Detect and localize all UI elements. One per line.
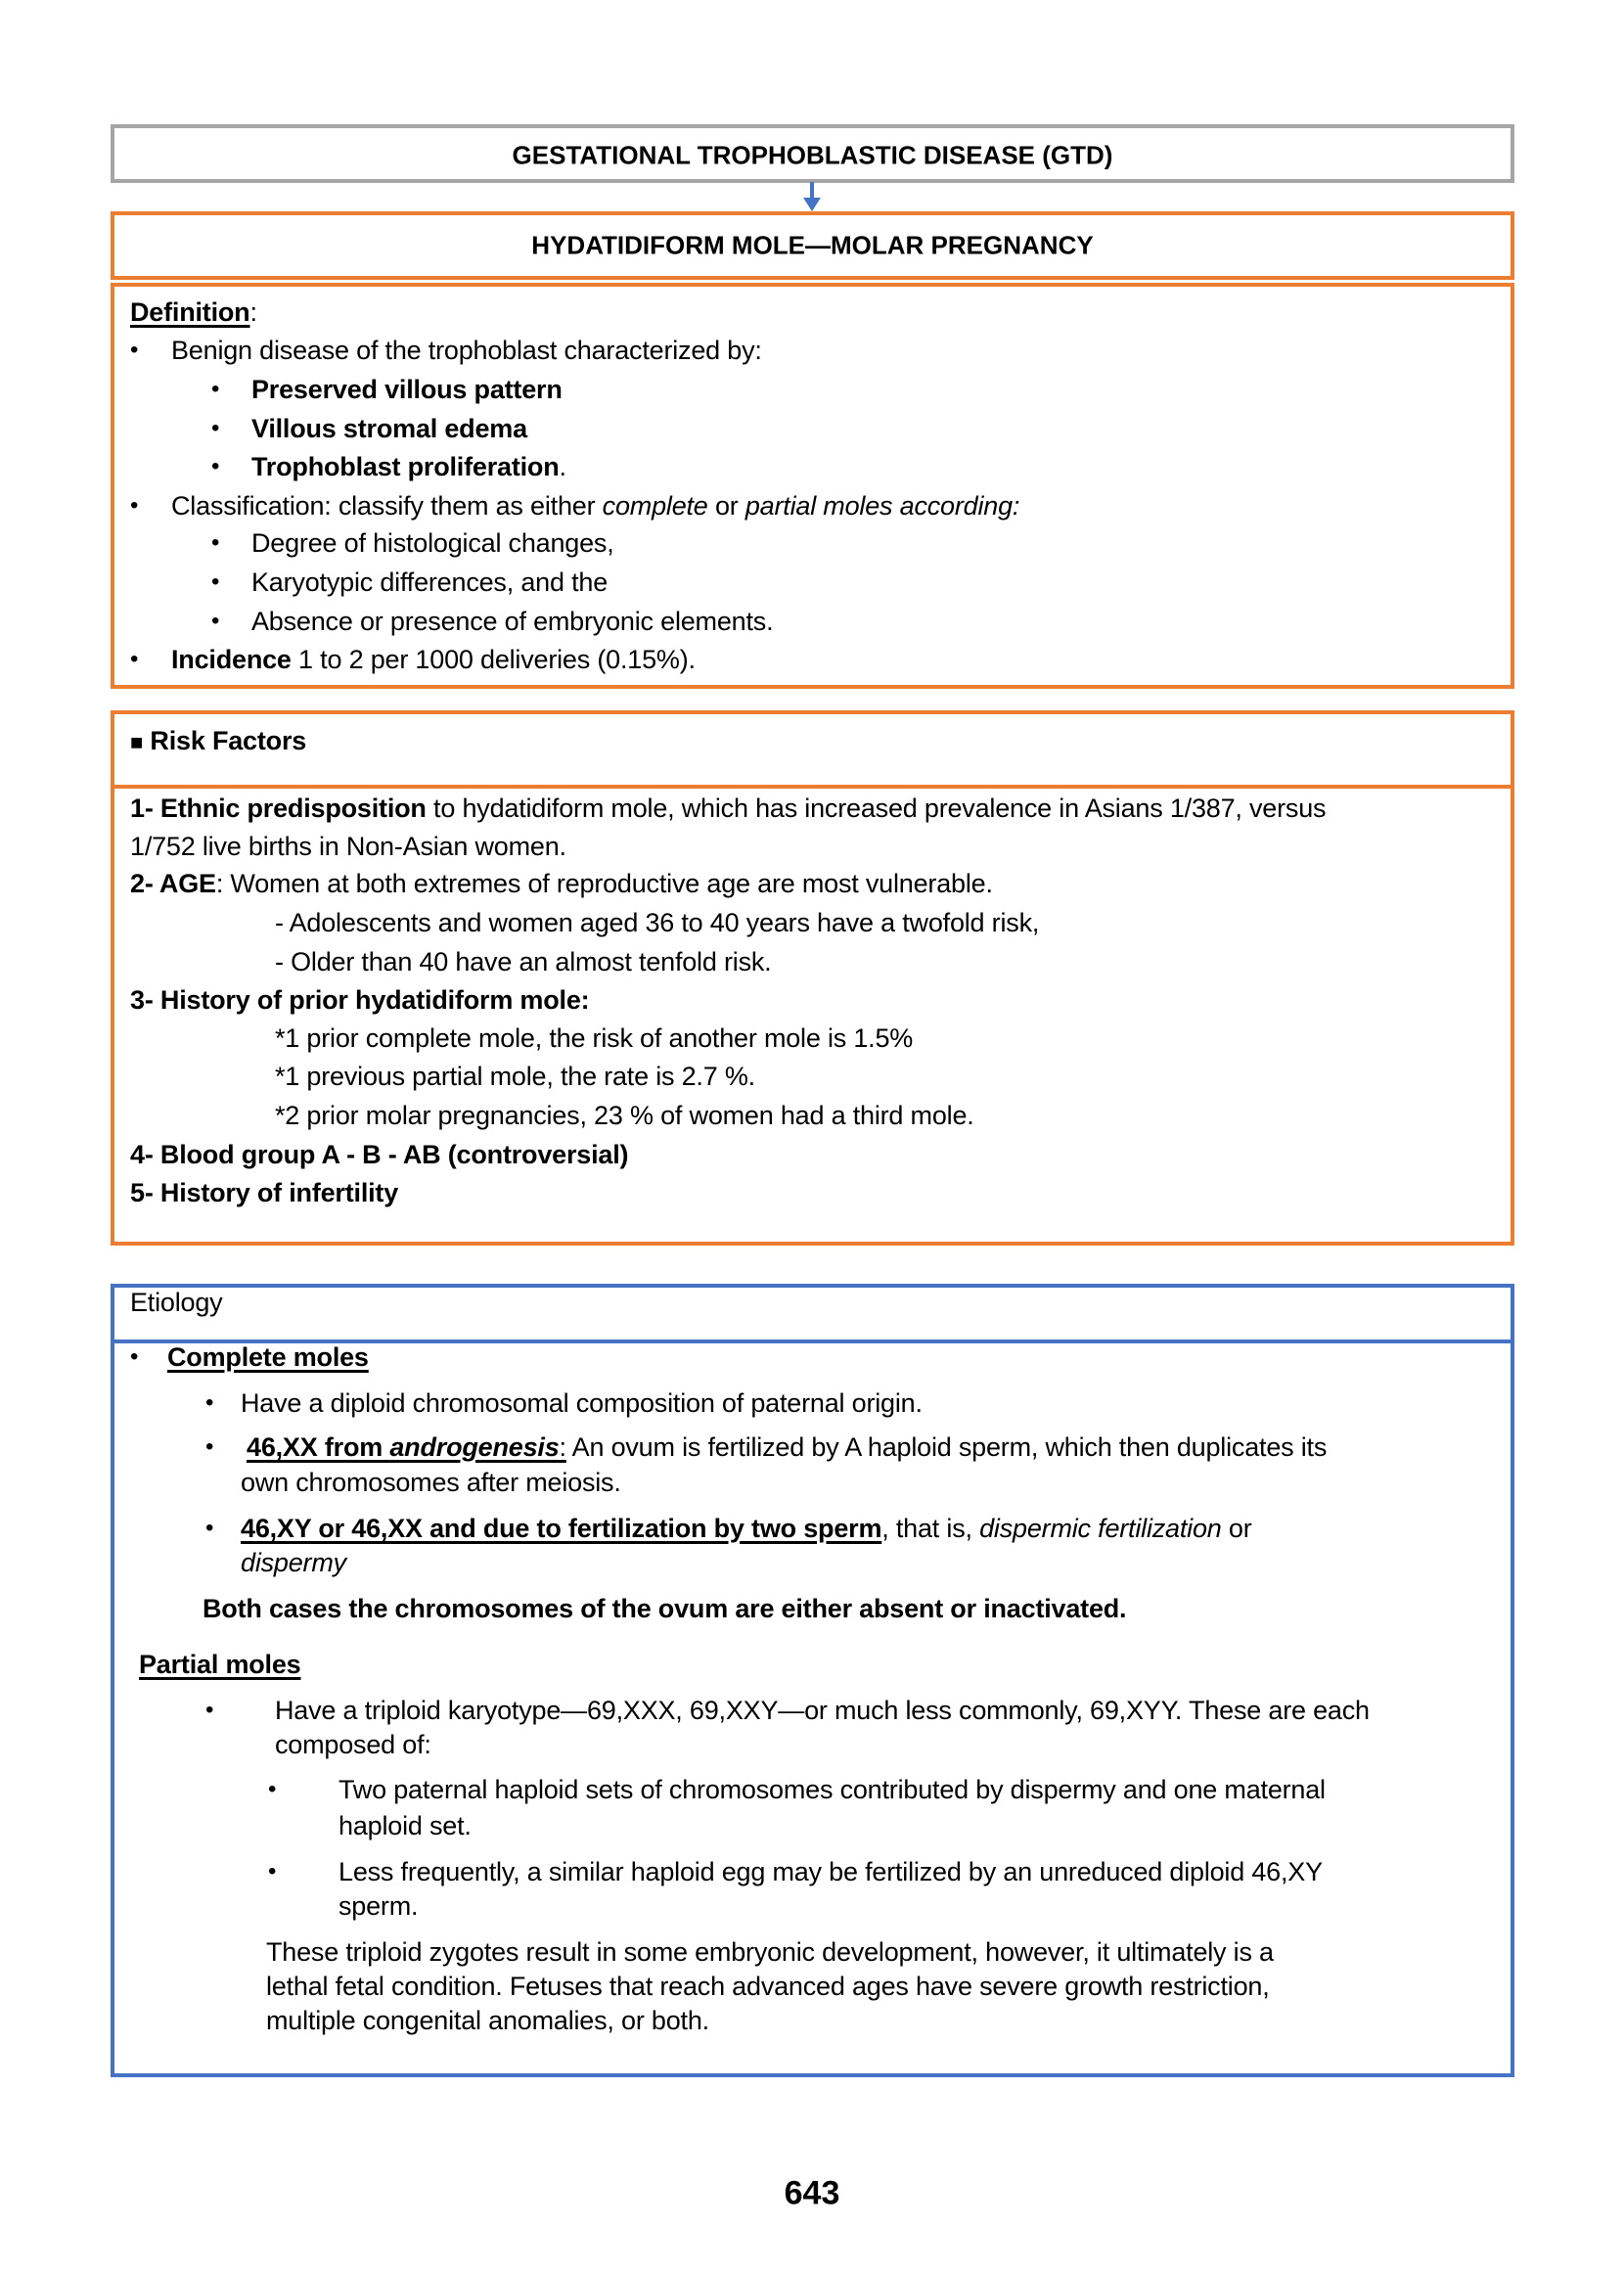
risk-item-2-sub: - Adolescents and women aged 36 to 40 years have a twofold risk,	[275, 908, 1040, 937]
complete-point-3: 46,XY or 46,XX and due to fertilization by two sperm, that is, dispermic fertilization or	[241, 1514, 1252, 1543]
risk-item-1: 1- Ethnic predisposition to hydatidiform mole, which has increased prevalence in Asians 1/387, versus	[130, 794, 1327, 823]
bullet-icon: •	[205, 1697, 214, 1723]
arrowhead-icon	[803, 198, 821, 211]
risk-header-divider	[114, 785, 1511, 789]
definition-classification: Classification: classify them as either complete or partial moles according:	[171, 491, 1020, 521]
bullet-icon: •	[211, 568, 220, 595]
partial-sub-2-cont: sperm.	[338, 1891, 419, 1921]
bullet-icon: •	[130, 646, 139, 672]
gtd-title: GESTATIONAL TROPHOBLASTIC DISEASE (GTD)	[512, 140, 1113, 170]
criteria-item: Degree of histological changes,	[251, 528, 614, 558]
risk-item-2: 2- AGE: Women at both extremes of reproductive age are most vulnerable.	[130, 869, 993, 898]
gtd-title-box	[111, 124, 1514, 183]
bullet-icon: •	[211, 453, 220, 479]
bullet-icon: •	[268, 1858, 277, 1884]
feature-item: Villous stromal edema	[251, 414, 527, 443]
risk-item-5: 5- History of infertility	[130, 1178, 399, 1207]
bullet-icon: •	[211, 608, 220, 634]
complete-point-1: Have a diploid chromosomal composition of paternal origin.	[241, 1388, 923, 1418]
risk-item-4: 4- Blood group A - B - AB (controversial)	[130, 1140, 629, 1169]
risk-item-3: 3- History of prior hydatidiform mole:	[130, 985, 590, 1015]
partial-point-1-cont: composed of:	[275, 1730, 431, 1759]
partial-sub-1: Two paternal haploid sets of chromosomes contributed by dispermy and one maternal	[338, 1775, 1326, 1804]
bullet-icon: •	[130, 337, 139, 363]
hydatidiform-title-box	[111, 211, 1514, 280]
partial-sub-1-cont: haploid set.	[338, 1811, 472, 1840]
risk-item-2-sub: - Older than 40 have an almost tenfold risk.	[275, 947, 772, 976]
partial-note-line: lethal fetal condition. Fetuses that reach advanced ages have severe growth restriction,	[266, 1972, 1270, 2001]
complete-point-2: 46,XX from androgenesis: An ovum is fertilized by A haploid sperm, which then duplicates its	[247, 1432, 1328, 1462]
criteria-item: Absence or presence of embryonic elements.	[251, 607, 774, 636]
risk-item-3-sub: *1 previous partial mole, the rate is 2.7 %.	[275, 1062, 755, 1091]
complete-point-2-cont: own chromosomes after meiosis.	[241, 1468, 621, 1497]
partial-note-line: multiple congenital anomalies, or both.	[266, 2006, 709, 2035]
risk-item-1-cont: 1/752 live births in Non-Asian women.	[130, 832, 566, 861]
bullet-icon: •	[205, 1433, 214, 1460]
bullet-icon: •	[211, 376, 220, 402]
bullet-icon: •	[211, 529, 220, 556]
bullet-icon: •	[205, 1389, 214, 1416]
bullet-icon: •	[205, 1515, 214, 1541]
complete-point-3-cont: dispermy	[241, 1548, 346, 1577]
bullet-icon: •	[130, 492, 139, 519]
bullet-icon: •	[130, 1343, 139, 1370]
definition-incidence: Incidence 1 to 2 per 1000 deliveries (0.15%).	[171, 645, 696, 674]
criteria-item: Karyotypic differences, and the	[251, 568, 609, 597]
bullet-icon: •	[211, 415, 220, 441]
etiology-heading: Etiology	[130, 1288, 223, 1317]
complete-moles-heading: Complete moles	[167, 1342, 369, 1372]
partial-note-line: These triploid zygotes result in some embryonic development, however, it ultimately is a	[266, 1937, 1274, 1967]
partial-moles-heading: Partial moles	[139, 1650, 301, 1679]
feature-item: Preserved villous pattern	[251, 375, 563, 404]
risk-item-3-sub: *1 prior complete mole, the risk of another mole is 1.5%	[275, 1023, 914, 1053]
definition-heading: Definition:	[130, 297, 257, 327]
risk-item-3-sub: *2 prior molar pregnancies, 23 % of women had a third mole.	[275, 1101, 974, 1130]
square-icon: ■	[130, 730, 144, 754]
feature-item: Trophoblast proliferation.	[251, 452, 566, 481]
hydatidiform-title: HYDATIDIFORM MOLE—MOLAR PREGNANCY	[531, 230, 1094, 260]
partial-point-1: Have a triploid karyotype—69,XXX, 69,XXY—or much less commonly, 69,XYY. These are each	[275, 1696, 1370, 1725]
complete-note: Both cases the chromosomes of the ovum are either absent or inactivated.	[203, 1594, 1127, 1623]
page-number: 643	[784, 2174, 840, 2212]
partial-sub-2: Less frequently, a similar haploid egg may be fertilized by an unreduced diploid 46,XY	[338, 1857, 1323, 1886]
risk-factors-heading: ■ Risk Factors	[130, 726, 307, 755]
bullet-icon: •	[268, 1776, 277, 1802]
definition-benign: Benign disease of the trophoblast characterized by:	[171, 336, 762, 365]
